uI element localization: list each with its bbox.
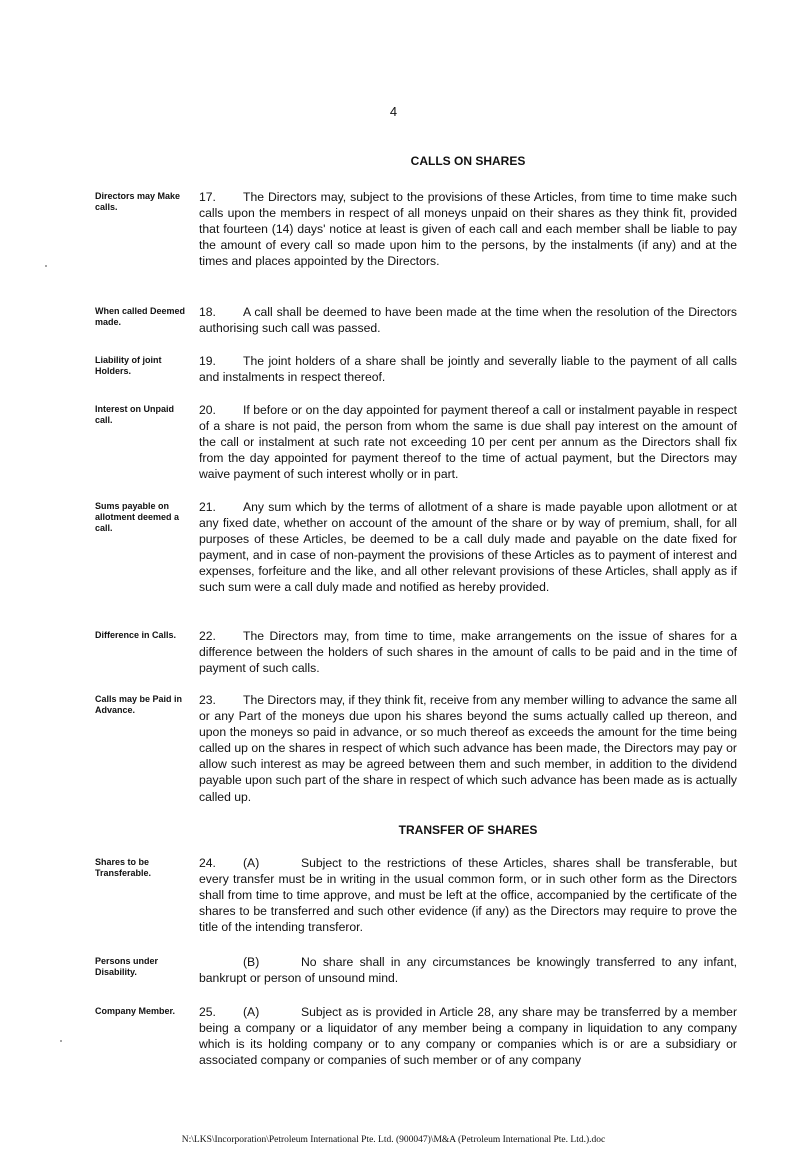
margin-note: Difference in Calls.	[95, 630, 177, 640]
article-body	[199, 954, 737, 986]
article-24a	[95, 855, 740, 935]
article-body	[199, 499, 737, 596]
scan-speck	[60, 1040, 62, 1042]
article-number: 25.	[199, 1005, 216, 1019]
article-text: No share shall in any circumstances be knowingly transferred to any infant, bankrupt or person of unsound mind.	[199, 955, 737, 986]
sub-clause-label: (A)	[243, 856, 260, 870]
page-number: 4	[389, 104, 398, 119]
article-number: 20.	[199, 403, 216, 417]
margin-note: Calls may be Paid in Advance.	[95, 694, 183, 715]
article-text: Subject to the restrictions of these Articles, shares shall be transferable, but every transfer must be in writing in the usual common form, or in such other form as the Directors shall from time to time approve, and must be left at the office, accompanied by the certificate of the shares to be transferred and such other evidence (if any) as the Directors may require to prove the title of the intending transferor.	[199, 856, 737, 935]
article-body	[199, 855, 737, 935]
margin-note: Company Member.	[95, 1006, 176, 1016]
article-body	[199, 692, 737, 805]
sub-clause-label: (A)	[243, 1005, 260, 1019]
article-text: A call shall be deemed to have been made at the time when the resolution of the Directors authorising such call was passed.	[199, 305, 737, 336]
article-body	[199, 402, 737, 482]
article-body	[199, 189, 737, 269]
article-17	[95, 189, 740, 269]
scan-speck	[45, 265, 47, 267]
footer-file-path: N:\LKS\Incorporation\Petroleum International Pte. Ltd. (900047)\M&A (Petroleum International Pte. Ltd.).doc	[181, 1135, 606, 1145]
article-body	[199, 1004, 737, 1068]
article-23	[95, 692, 740, 805]
article-text: The Directors may, subject to the provisions of these Articles, from time to time make such calls upon the members in respect of all moneys unpaid on their shares as they think fit, provided that fourteen (14) days' notice at least is given of each call and each member shall be liable to pay the amount of every call so made upon him to the persons, by the instalments (if any) and at the times and places appointed by the Directors.	[199, 190, 737, 269]
article-22	[95, 628, 740, 676]
article-number: 21.	[199, 500, 216, 514]
article-number: 22.	[199, 629, 216, 643]
article-19	[95, 353, 740, 385]
margin-note: Liability of joint Holders.	[95, 355, 162, 376]
article-text: The Directors may, if they think fit, receive from any member willing to advance the same all or any Part of the moneys due upon his shares beyond the sums actually called up thereon, and upon the moneys so paid in advance, or so much thereof as exceeds the amount for the time being called up on the shares in respect of which such advance has been made, the Directors may pay or allow such interest as may be agreed between them and such member, in addition to the dividend payable upon such part of the share in respect of which such advance has been made as is actually called up.	[199, 693, 737, 804]
article-text: Subject as is provided in Article 28, any share may be transferred by a member being a company or a liquidator of any member being a company in liquidation to any company which is its holding company or to any company or companies which is or are a subsidiary or associated company or companies of such member or of any company	[199, 1005, 737, 1068]
margin-note: Sums payable on allotment deemed a call.	[95, 501, 180, 533]
section-heading-calls-on-shares: CALLS ON SHARES	[410, 154, 526, 168]
margin-note: Persons under Disability.	[95, 956, 159, 977]
margin-note: Shares to be Transferable.	[95, 857, 152, 878]
article-number: 18.	[199, 305, 216, 319]
article-number: 17.	[199, 190, 216, 204]
article-body	[199, 353, 737, 385]
article-25a	[95, 1004, 740, 1068]
article-number: 19.	[199, 354, 216, 368]
article-text: The Directors may, from time to time, make arrangements on the issue of shares for a difference between the holders of such shares in the amount of calls to be paid and in the time of payment of such calls.	[199, 629, 737, 676]
article-21	[95, 499, 740, 596]
margin-note: Directors may Make calls.	[95, 191, 181, 212]
article-text: The joint holders of a share shall be jointly and severally liable to the payment of all calls and instalments in respect thereof.	[199, 354, 737, 385]
article-number: 24.	[199, 856, 216, 870]
article-number: 23.	[199, 693, 216, 707]
article-24b	[95, 954, 740, 986]
article-18	[95, 304, 740, 336]
article-body	[199, 304, 737, 336]
sub-clause-label: (B)	[243, 955, 260, 969]
article-body	[199, 628, 737, 676]
section-heading-transfer-of-shares: TRANSFER OF SHARES	[398, 823, 538, 837]
article-text: Any sum which by the terms of allotment of a share is made payable upon allotment or at any fixed date, whether on account of the amount of the share or by way of premium, shall, for all purposes of these Articles, be deemed to be a call duly made and payable on the date fixed for payment, and in case of non-payment the provisions of these Articles as to payment of interest and expenses, forfeiture and the like, and all other relevant provisions of these Articles, shall apply as if such sum were a call duly made and notified as hereby provided.	[199, 500, 737, 595]
article-text: If before or on the day appointed for payment thereof a call or instalment payable in respect of a share is not paid, the person from whom the same is due shall pay interest on the amount of the call or instalment at such rate not exceeding 10 per cent per annum as the Directors shall fix from the day appointed for payment thereof to the time of actual payment, but the Directors may waive payment of such interest wholly or in part.	[199, 403, 737, 482]
article-20	[95, 402, 740, 482]
margin-note: Interest on Unpaid call.	[95, 404, 175, 425]
margin-note: When called Deemed made.	[95, 306, 186, 327]
